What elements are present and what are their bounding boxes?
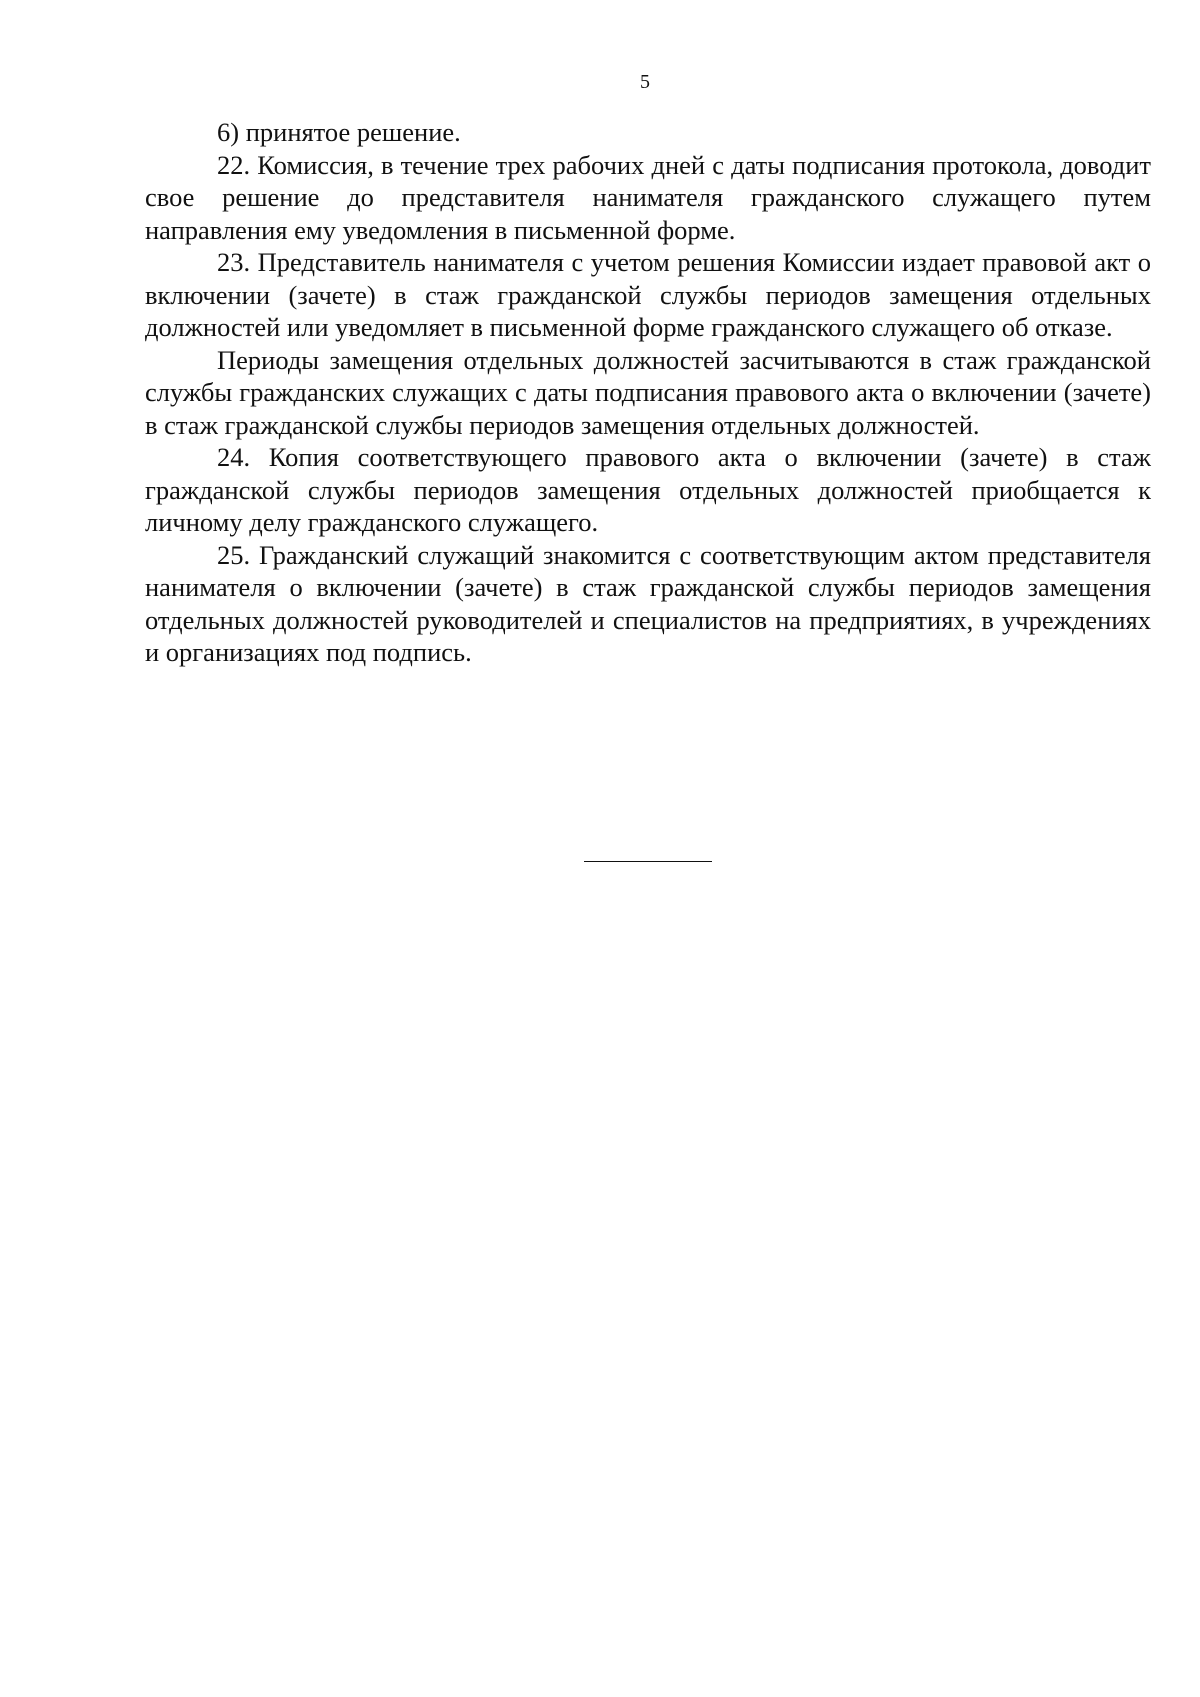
- paragraph-item-6: 6) принятое решение.: [217, 117, 461, 147]
- page-number: 5: [640, 71, 650, 93]
- paragraph-25: 25. Гражданский служащий знакомится с соответствующим актом представителя нанимателя о включении (зачете) в стаж гражданской службы периодов замещения отдельных должностей руководителей и специалистов на предприятиях, в учреждениях и организациях под подпись.: [145, 539, 1151, 667]
- document-body: [145, 116, 1151, 669]
- paragraph-23: 23. Представитель нанимателя с учетом решения Комиссии издает правовой акт о включении (зачете) в стаж гражданской службы периодов замещения отдельных должностей или уведомляет в письменной форме гражданского служащего об отказе.: [145, 247, 1151, 342]
- paragraph-24: 24. Копия соответствующего правового акта о включении (зачете) в стаж гражданской службы периодов замещения отдельных должностей приобщается к личному делу гражданского служащего.: [145, 442, 1151, 537]
- end-separator-line: [584, 861, 712, 862]
- paragraph-23-periods: Периоды замещения отдельных должностей засчитываются в стаж гражданской службы гражданских служащих с даты подписания правового акта о включении (зачете) в стаж гражданской службы периодов замещения отдельных должностей.: [145, 344, 1151, 440]
- paragraph-22: 22. Комиссия, в течение трех рабочих дней с даты подписания протокола, доводит свое решение до представителя нанимателя гражданского служащего путем направления ему уведомления в письменной форме.: [145, 149, 1151, 245]
